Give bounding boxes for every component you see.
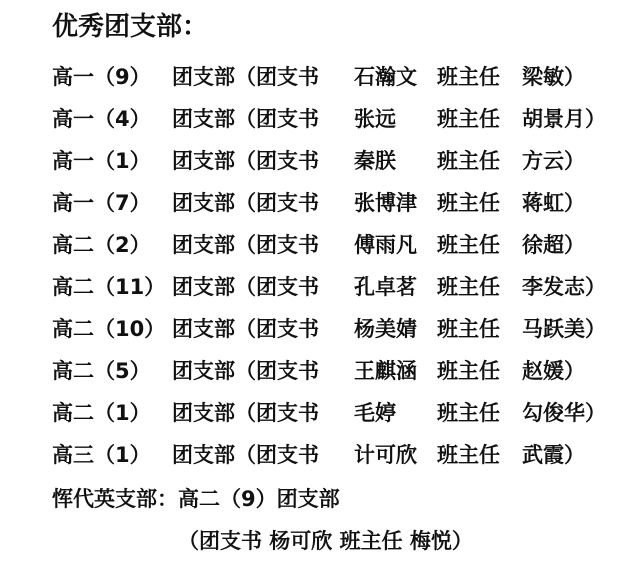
head-teacher-name: 李发志） [522, 275, 606, 299]
list-item [52, 312, 632, 346]
branch-label: 团支部（团支书 [172, 317, 319, 341]
secretary-name: 毛婷 [354, 401, 396, 425]
branch-label: 团支部（团支书 [172, 401, 319, 425]
special-branch-detail: （团支书 杨可欣 班主任 梅悦） [178, 529, 473, 553]
class-name: 高一（4） [52, 107, 151, 131]
branch-label: 团支部（团支书 [172, 191, 319, 215]
class-name: 高二（11） [52, 275, 166, 299]
branch-label: 团支部（团支书 [172, 443, 319, 467]
class-name: 高一（1） [52, 149, 151, 173]
list-item [52, 102, 632, 136]
head-teacher-label: 班主任 [437, 359, 500, 383]
secretary-name: 石瀚文 [354, 65, 417, 89]
secretary-name: 张博津 [354, 191, 417, 215]
secretary-name: 杨美婧 [354, 317, 417, 341]
class-name: 高三（1） [52, 443, 151, 467]
branch-label: 团支部（团支书 [172, 359, 319, 383]
head-teacher-name: 胡景月） [522, 107, 606, 131]
head-teacher-name: 方云） [522, 149, 585, 173]
head-teacher-label: 班主任 [437, 275, 500, 299]
head-teacher-name: 勾俊华） [522, 401, 606, 425]
page-title: 优秀团支部： [52, 12, 209, 42]
secretary-name: 王麒涵 [354, 359, 417, 383]
head-teacher-label: 班主任 [437, 107, 500, 131]
list-item [52, 186, 632, 220]
class-name: 高一（7） [52, 191, 151, 215]
list-item [52, 354, 632, 388]
list-item [52, 144, 632, 178]
class-name: 高二（5） [52, 359, 151, 383]
branch-label: 团支部（团支书 [172, 275, 319, 299]
head-teacher-name: 武霞） [522, 443, 585, 467]
class-name: 高二（1） [52, 401, 151, 425]
secretary-name: 孔卓茗 [354, 275, 417, 299]
secretary-name: 秦朕 [354, 149, 396, 173]
secretary-name: 傅雨凡 [354, 233, 417, 257]
head-teacher-name: 梁敏） [522, 65, 585, 89]
secretary-name: 计可欣 [354, 443, 417, 467]
class-name: 高二（2） [52, 233, 151, 257]
head-teacher-label: 班主任 [437, 401, 500, 425]
head-teacher-name: 蒋虹） [522, 191, 585, 215]
list-item [52, 438, 632, 472]
head-teacher-label: 班主任 [437, 149, 500, 173]
branch-label: 团支部（团支书 [172, 233, 319, 257]
head-teacher-label: 班主任 [437, 443, 500, 467]
list-item [52, 396, 632, 430]
branch-label: 团支部（团支书 [172, 107, 319, 131]
special-branch-line: 恽代英支部：高二（9）团支部 [52, 487, 340, 511]
head-teacher-label: 班主任 [437, 191, 500, 215]
list-item [52, 228, 632, 262]
secretary-name: 张远 [354, 107, 396, 131]
head-teacher-label: 班主任 [437, 65, 500, 89]
branch-label: 团支部（团支书 [172, 149, 319, 173]
head-teacher-label: 班主任 [437, 317, 500, 341]
head-teacher-name: 马跃美） [522, 317, 606, 341]
head-teacher-name: 徐超） [522, 233, 585, 257]
head-teacher-label: 班主任 [437, 233, 500, 257]
class-name: 高一（9） [52, 65, 151, 89]
class-name: 高二（10） [52, 317, 166, 341]
head-teacher-name: 赵媛） [522, 359, 585, 383]
list-item [52, 60, 632, 94]
list-item [52, 270, 632, 304]
branch-label: 团支部（团支书 [172, 65, 319, 89]
